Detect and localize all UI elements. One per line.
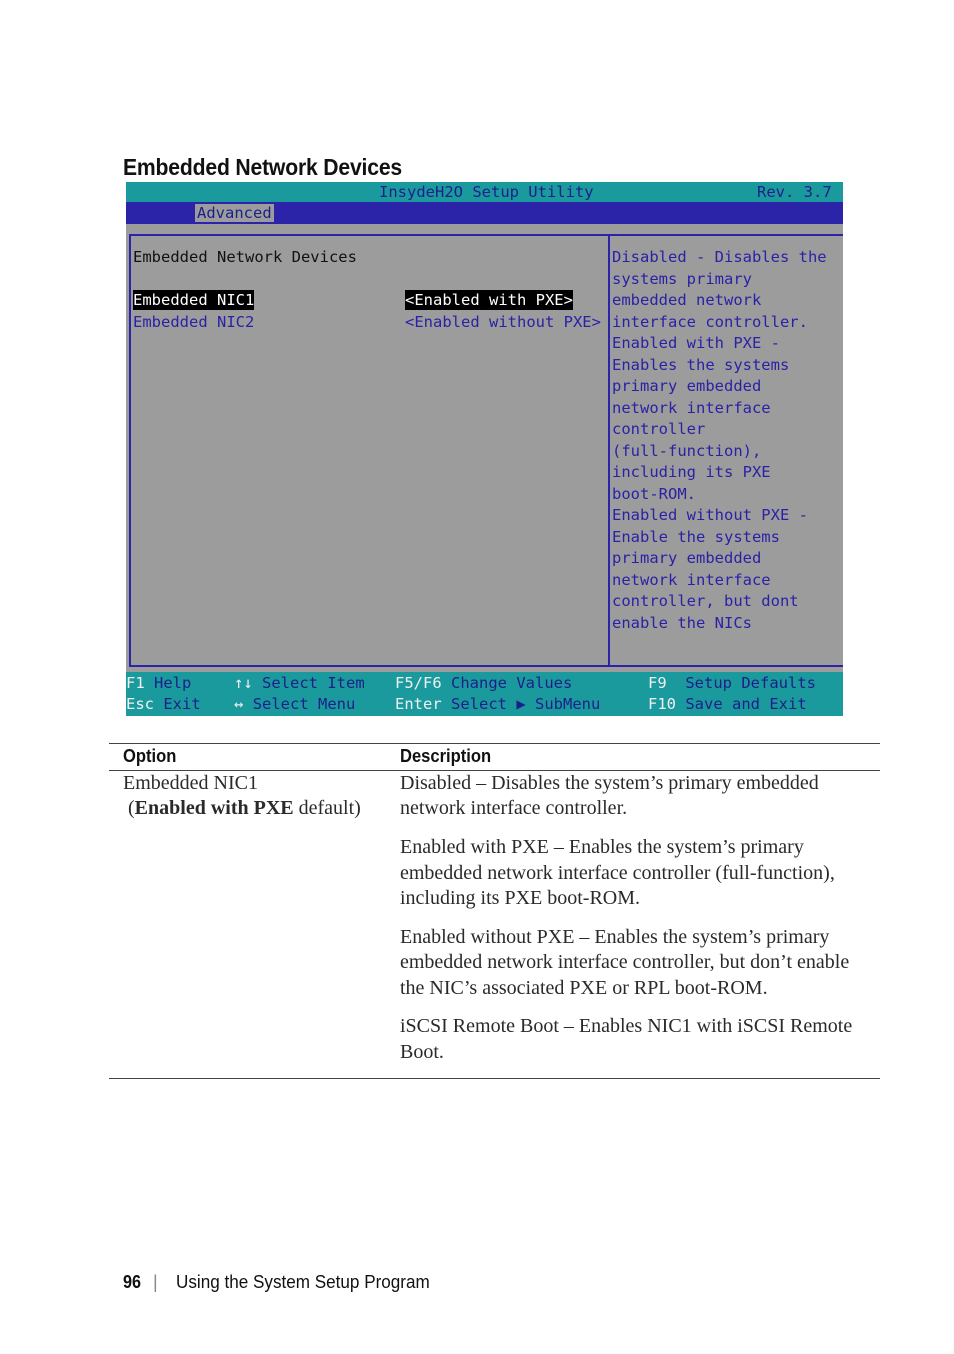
bios-help-line: controller, but dont <box>612 592 799 610</box>
bios-item-nic1-label[interactable]: Embedded NIC1 <box>133 291 255 309</box>
bios-help-line: Enable the systems <box>612 527 780 546</box>
bios-help-line: enable the NICs <box>612 613 752 632</box>
footer-section-title: Using the System Setup Program <box>176 1272 430 1292</box>
status-setup-defaults: F9 Setup Defaults <box>648 674 816 692</box>
page-number: 96 <box>123 1272 142 1292</box>
option-name: Embedded NIC1 <box>123 772 258 794</box>
table-option-cell <box>123 771 388 822</box>
table-description-cell <box>400 771 872 1079</box>
tab-advanced[interactable]: Advanced <box>197 204 272 222</box>
bios-help-panel <box>608 234 843 667</box>
section-heading: Embedded Network Devices <box>123 154 403 180</box>
bios-item-nic2-value[interactable]: <Enabled without PXE> <box>405 313 601 331</box>
bios-help-line: embedded network <box>612 291 762 309</box>
bios-help-line: Enables the systems <box>612 355 790 374</box>
bios-setup-screenshot <box>126 182 843 716</box>
bios-help-line: interface controller. <box>612 312 808 331</box>
bios-help-line: Enabled without PXE - <box>612 506 808 524</box>
description-enabled-with-pxe: Enabled with PXE – Enables the system’s primary embedded network interface controller (full-function), including its PXE boot-ROM. <box>400 836 835 910</box>
bios-title: InsydeH2O Setup Utility <box>379 183 594 201</box>
bios-revision: Rev. 3.7 <box>757 183 832 201</box>
bios-item-nic1-value[interactable]: <Enabled with PXE> <box>405 291 573 309</box>
bios-menu-bar <box>126 202 843 224</box>
bios-help-line: Disabled - Disables the <box>612 248 827 266</box>
status-save-exit: F10 Save and Exit <box>648 695 807 713</box>
bios-help-line: Enabled with PXE - <box>612 334 780 352</box>
bios-help-line: network interface <box>612 398 771 417</box>
bios-help-line: primary embedded <box>612 377 762 395</box>
bios-help-line: (full-function), <box>612 441 762 460</box>
description-enabled-without-pxe: Enabled without PXE – Enables the system’s primary embedded network interface controller, but don’t enable the NIC’s associated PXE or RPL boot-ROM. <box>400 925 850 999</box>
bios-title-bar <box>126 182 843 202</box>
table-header-option: Option <box>123 746 177 766</box>
bios-help-line: primary embedded <box>612 549 762 567</box>
status-f1-help: F1 Help <box>126 674 192 692</box>
status-enter-submenu: Enter Select ▶ SubMenu <box>395 695 601 713</box>
bios-help-line: systems primary <box>612 269 752 288</box>
bios-help-line: including its PXE <box>612 463 771 481</box>
bios-help-line: network interface <box>612 570 771 589</box>
bios-help-line: controller <box>612 420 706 438</box>
description-iscsi-remote-boot: iSCSI Remote Boot – Enables NIC1 with iSCSI Remote Boot. <box>400 1015 853 1063</box>
table-header-description: Description <box>400 746 492 766</box>
table-top-rule <box>109 743 880 744</box>
description-disabled: Disabled – Disables the system’s primary embedded network interface controller. <box>400 772 819 820</box>
status-select-menu: ↔ Select Menu <box>234 695 356 713</box>
option-default: (Enabled with PXE default) <box>128 797 361 820</box>
status-select-item: ↑↓ Select Item <box>234 674 365 692</box>
bios-status-bar <box>126 672 843 716</box>
status-change-values: F5/F6 Change Values <box>395 674 573 692</box>
table-bottom-rule <box>109 1078 880 1079</box>
bios-item-nic2-label[interactable]: Embedded NIC2 <box>133 313 255 331</box>
bios-panel-title: Embedded Network Devices <box>133 248 357 266</box>
status-esc-exit: Esc Exit <box>126 695 201 713</box>
bios-options-panel <box>129 234 610 667</box>
bios-help-line: boot-ROM. <box>612 484 696 503</box>
footer-separator: | <box>153 1272 158 1292</box>
